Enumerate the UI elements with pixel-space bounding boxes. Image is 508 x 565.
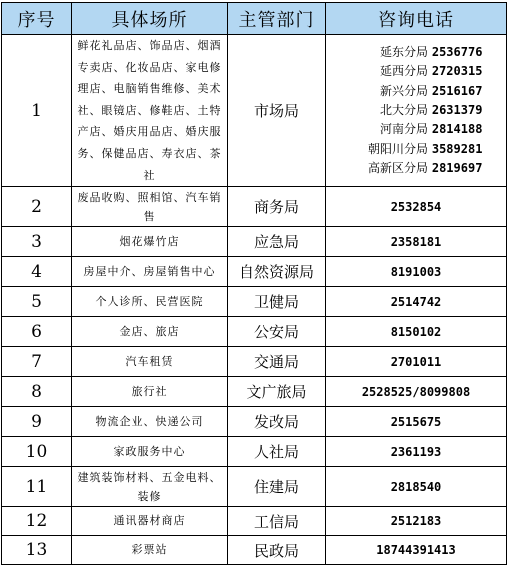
row-venue: 建筑装饰材料、五金电料、装修 bbox=[72, 467, 228, 507]
row-index: 4 bbox=[2, 257, 72, 287]
row-venue: 金店、旅店 bbox=[72, 317, 228, 347]
row-phone: 2701011 bbox=[326, 347, 507, 377]
row-venue: 个人诊所、民营医院 bbox=[72, 287, 228, 317]
row-phone-list bbox=[326, 35, 507, 187]
branch-name: 河南分局 bbox=[380, 122, 429, 137]
row-index: 3 bbox=[2, 227, 72, 257]
contact-table bbox=[1, 2, 507, 565]
row-department: 自然资源局 bbox=[228, 257, 326, 287]
phone-number: 2819697 bbox=[431, 160, 483, 175]
branch-name: 延西分局 bbox=[380, 64, 429, 79]
table-row bbox=[2, 536, 507, 565]
phone-line bbox=[326, 159, 506, 178]
phone-line bbox=[326, 140, 506, 159]
row-venue: 房屋中介、房屋销售中心 bbox=[72, 257, 228, 287]
row-venue: 鲜花礼品店、饰品店、烟酒专卖店、化妆品店、家电修理店、电脑销售维修、美术社、眼镜店、修鞋店、土特产店、婚庆用品店、婚庆服务、保健品店、寿衣店、茶社 bbox=[72, 35, 228, 187]
table-row bbox=[2, 257, 507, 287]
row-index: 2 bbox=[2, 187, 72, 227]
row-index: 9 bbox=[2, 407, 72, 437]
row-venue: 烟花爆竹店 bbox=[72, 227, 228, 257]
branch-name: 北大分局 bbox=[380, 102, 429, 117]
table-row bbox=[2, 507, 507, 536]
row-venue: 家政服务中心 bbox=[72, 437, 228, 467]
phone-line bbox=[326, 43, 506, 62]
row-department: 卫健局 bbox=[228, 287, 326, 317]
table-row bbox=[2, 317, 507, 347]
row-phone: 2358181 bbox=[326, 227, 507, 257]
branch-name: 朝阳川分局 bbox=[368, 141, 429, 156]
row-phone: 2515675 bbox=[326, 407, 507, 437]
table-row bbox=[2, 227, 507, 257]
row-phone: 2361193 bbox=[326, 437, 507, 467]
header-department: 主管部门 bbox=[228, 3, 326, 35]
row-department: 发改局 bbox=[228, 407, 326, 437]
row-index: 6 bbox=[2, 317, 72, 347]
row-department: 交通局 bbox=[228, 347, 326, 377]
row-phone: 2512183 bbox=[326, 507, 507, 536]
table-row bbox=[2, 187, 507, 227]
row-department: 民政局 bbox=[228, 536, 326, 565]
phone-line bbox=[326, 101, 506, 120]
row-venue: 物流企业、快递公司 bbox=[72, 407, 228, 437]
phone-number: 2516167 bbox=[431, 83, 483, 98]
row-department: 工信局 bbox=[228, 507, 326, 536]
row-index: 11 bbox=[2, 467, 72, 507]
row-department: 文广旅局 bbox=[228, 377, 326, 407]
row-venue: 通讯器材商店 bbox=[72, 507, 228, 536]
row-index: 1 bbox=[2, 35, 72, 187]
row-index: 7 bbox=[2, 347, 72, 377]
row-venue: 汽车租赁 bbox=[72, 347, 228, 377]
phone-number: 2536776 bbox=[431, 45, 483, 60]
phone-line bbox=[326, 62, 506, 81]
row-department: 应急局 bbox=[228, 227, 326, 257]
row-venue: 旅行社 bbox=[72, 377, 228, 407]
row-phone: 18744391413 bbox=[326, 536, 507, 565]
branch-name: 新兴分局 bbox=[380, 83, 429, 98]
row-phone: 2514742 bbox=[326, 287, 507, 317]
row-index: 8 bbox=[2, 377, 72, 407]
table-row bbox=[2, 467, 507, 507]
row-department: 市场局 bbox=[228, 35, 326, 187]
phone-number: 2814188 bbox=[431, 122, 483, 137]
table-row bbox=[2, 437, 507, 467]
header-phone: 咨询电话 bbox=[326, 3, 507, 35]
row-phone: 2532854 bbox=[326, 187, 507, 227]
row-venue: 废品收购、照相馆、汽车销售 bbox=[72, 187, 228, 227]
row-department: 人社局 bbox=[228, 437, 326, 467]
row-department: 住建局 bbox=[228, 467, 326, 507]
row-phone: 2528525/8099808 bbox=[326, 377, 507, 407]
table-row bbox=[2, 407, 507, 437]
table-row bbox=[2, 287, 507, 317]
table-row bbox=[2, 377, 507, 407]
phone-number: 2720315 bbox=[431, 64, 483, 79]
row-venue: 彩票站 bbox=[72, 536, 228, 565]
phone-line bbox=[326, 120, 506, 139]
table-header-row bbox=[2, 3, 507, 35]
row-index: 10 bbox=[2, 437, 72, 467]
row-index: 5 bbox=[2, 287, 72, 317]
row-index: 13 bbox=[2, 536, 72, 565]
phone-number: 3589281 bbox=[431, 141, 483, 156]
header-venue: 具体场所 bbox=[72, 3, 228, 35]
table-row bbox=[2, 347, 507, 377]
row-phone: 8191003 bbox=[326, 257, 507, 287]
branch-name: 延东分局 bbox=[380, 45, 429, 60]
table-row bbox=[2, 35, 507, 187]
header-index: 序号 bbox=[2, 3, 72, 35]
row-department: 商务局 bbox=[228, 187, 326, 227]
row-phone: 2818540 bbox=[326, 467, 507, 507]
branch-name: 高新区分局 bbox=[368, 160, 429, 175]
phone-number: 2631379 bbox=[431, 102, 483, 117]
row-department: 公安局 bbox=[228, 317, 326, 347]
phone-line bbox=[326, 82, 506, 101]
row-phone: 8150102 bbox=[326, 317, 507, 347]
row-index: 12 bbox=[2, 507, 72, 536]
